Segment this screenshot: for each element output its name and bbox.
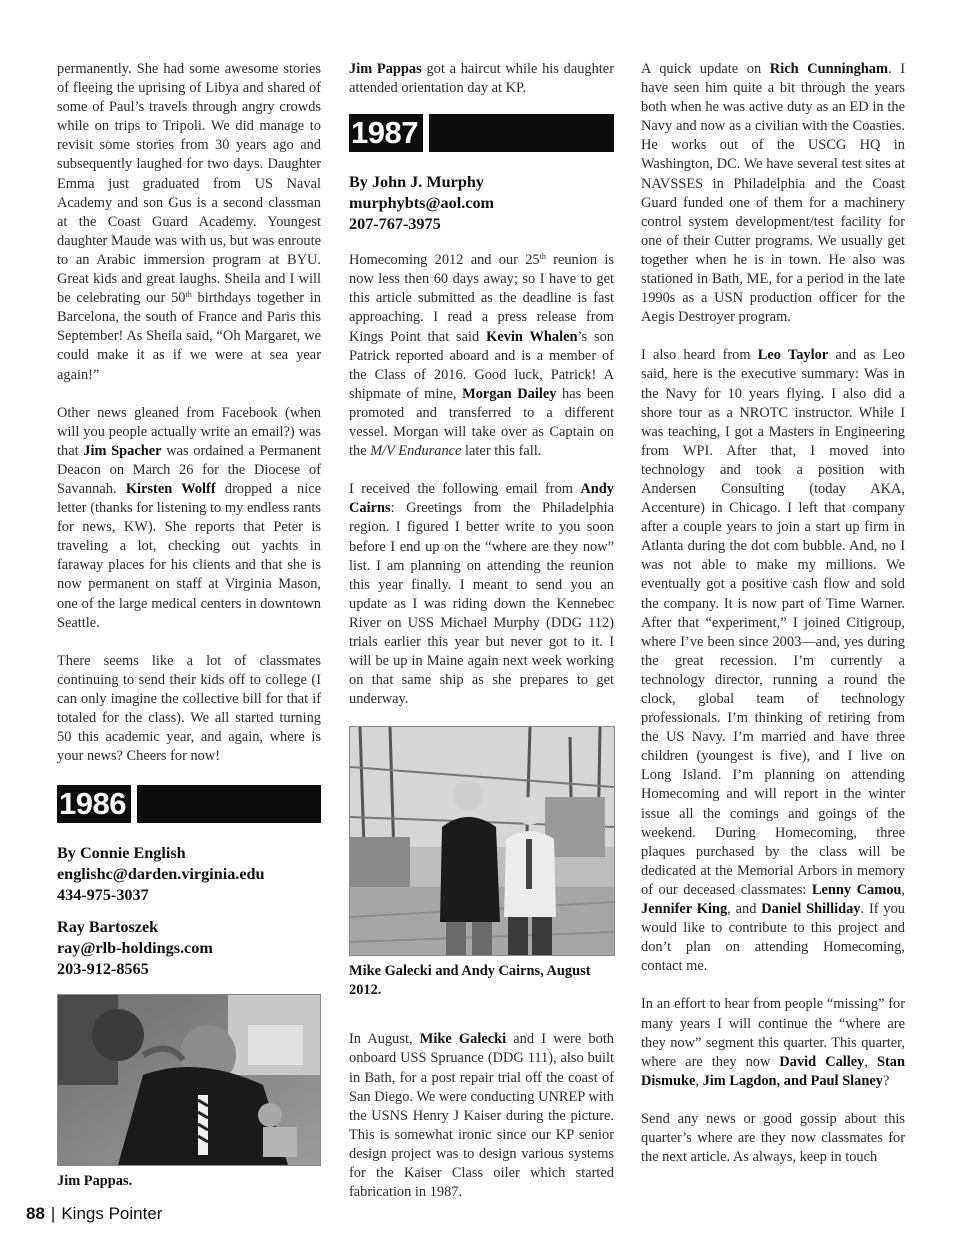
- classmate-name: Kirsten Wolff: [125, 480, 216, 497]
- ship-deck-photo-image: [350, 727, 614, 955]
- photo-barbershop: [57, 994, 321, 1166]
- reporter-email[interactable]: ray@rlb-holdings.com: [57, 939, 213, 958]
- classmate-name: David Calley: [779, 1053, 865, 1070]
- classmate-name: Leo Taylor: [757, 347, 829, 364]
- classmate-name: Kevin Whalen: [486, 328, 578, 345]
- photo-caption: Jim Pappas.: [57, 1173, 133, 1190]
- classmate-name: Morgan Dailey: [462, 385, 557, 402]
- paragraph: permanently. She had some awesome stories of fleeing the uprising of Libya and shared of some of Paul’s travels through angry crowds while on trips to Tripoli. We did manage to revisit some stories from 30 years ago and subsequently laughed for two days. Daughter Emma just graduated from US Naval Academy and son Gus is a second classman at the Coast Guard Academy. Youngest daughter Maude was with us, but was enroute to an Arabic immersion program at BYU. Great kids and great laughs. Sheila and I will be celebrating our 50th birthdays together in Barcelona, the south of France and Paris this September! As Sheila said, “Oh Margaret, we could make it as if we were at sea year again!”: [57, 61, 321, 383]
- barbershop-photo-image: [58, 995, 320, 1165]
- classmate-name: Paul Slaney: [810, 1072, 883, 1089]
- paragraph: I also heard from Leo Taylor and as Leo said, here is the executive summary: Was in the Navy for 10 years flying. I also did a shore tour as a NROTC instructor. While I was teaching, I got a Masters in Engineering from WPI. After that, I moved into technology and took a position with Andersen Consulting (today AKA, Accenture) in Chicago. I left that company after a couple years to join a start up firm in Atlanta during the dot com bubble. And, no I was not able to make my millions. We eventually got a positive cash flow and sold the company. It is now part of Time Warner. After that “experiment,” I joined Citigroup, where I’ve been since 2003—and, yes during the great recession. I’m currently a technology director, running a round the clock, global team of technology professionals. I’m thinking of retiring from the US Navy. I’m married and have three children (youngest is five), and I live on Long Island. I’m planning on attending Homecoming and will report in the winter issue all the comings and goings of the weekend. During Homecoming, three plaques purchased by the class will be dedicated at the Memorial Arbors in memory of our deceased classmates: Lenny Camou, Jennifer King, and Daniel Shilliday. If you would like to contribute to this project and don’t plan on attending Homecoming, contact me.: [641, 347, 906, 975]
- photo-caption: Mike Galecki and Andy Cairns, August 2012.: [349, 963, 591, 999]
- publication-name: Kings Pointer: [61, 1204, 163, 1223]
- paragraph: In an effort to hear from people “missing” for many years I will continue the “where are they now” segment this quarter. This quarter, where are they now David Calley, Stan Dismuke, Jim Lagdon, and Paul Slaney?: [641, 996, 905, 1089]
- class-year-header-1986: [57, 785, 321, 823]
- reporter-phone: 434-975-3037: [57, 886, 149, 905]
- paragraph: In August, Mike Galecki and I were both onboard USS Spruance (DDG 111), also built in Bath, for a post repair trial off the coast of San Diego. We were conducting UNREP with the USNS Henry J Kaiser during the picture. This is somewhat ironic since our KP senior design project was to design various systems for the Kaiser Class oiler which started fabrication in 1987.: [349, 1031, 614, 1201]
- page-footer: [26, 1204, 162, 1224]
- paragraph: Jim Pappas got a haircut while his daughter attended orientation day at KP.: [349, 61, 614, 97]
- classmate-name: Lenny Camou: [811, 881, 902, 898]
- class-year-header-1987: [349, 114, 614, 152]
- column-3: [641, 60, 905, 1186]
- classmate-name: Mike Galecki: [419, 1031, 507, 1048]
- class-reporter-contact: By John J. Murphy murphybts@aol.com 207-767-3975: [349, 172, 614, 235]
- reporter-email[interactable]: englishc@darden.virginia.edu: [57, 865, 265, 884]
- paragraph: Send any news or good gossip about this quarter’s where are they now classmates for the next article. As always, keep in touch: [641, 1110, 905, 1166]
- photo-galecki-cairns: [349, 726, 615, 956]
- paragraph: There seems like a lot of classmates continuing to send their kids off to college (I can only imagine the collective bill for that if totaled for the class). We all started turning 50 this academic year, and again, where is your news? Cheers for now!: [57, 652, 321, 765]
- classmate-name: Andy Cairns: [349, 481, 614, 517]
- reporter-phone: 207-767-3975: [349, 215, 441, 234]
- classmate-name: Jim Spacher: [83, 442, 162, 459]
- classmate-name: Jim Lagdon: [702, 1072, 777, 1089]
- column-2: [349, 60, 614, 1221]
- vessel-name: M/V Endurance: [370, 443, 462, 460]
- paragraph: A quick update on Rich Cunningham. I have seen him quite a bit through the years both when he was active duty as an ED in the Navy and now as a civilian with the Coasties. He works out of the USCG HQ in Washington, DC. We have several test sites at NAVSSES in Philadelphia and the Coast Guard funded one of them for a machinery control system development/test facility for one of their Cutter programs. We usually get together when he is in town. He also was stationed in Bath, ME, for a period in the late 1990s as a USN production officer for the Aegis Destroyer program.: [641, 61, 905, 326]
- class-reporter-contact: Ray Bartoszek ray@rlb-holdings.com 203-912-8565: [57, 917, 321, 980]
- classmate-name: Daniel Shilliday: [761, 901, 861, 918]
- reporter-phone: 203-912-8565: [57, 960, 149, 979]
- classmate-name: Stan Dismuke: [641, 1053, 905, 1089]
- class-year-label: 1986: [57, 785, 131, 823]
- page-number: 88: [26, 1204, 45, 1223]
- class-reporter-contact: By Connie English englishc@darden.virginia.edu 434-975-3037: [57, 843, 321, 906]
- paragraph: Other news gleaned from Facebook (when will you people actually write an email?) was that Jim Spacher was ordained a Permanent Deacon on March 26 for the Diocese of Savannah. Kirsten Wolff dropped a nice letter (thanks for listening to my endless rants for news, KW). She reports that Peter is traveling a lot, checking out yachts in faraway places for his clients and that she is now permanent on staff at Virginia Mason, one of the large medical centers in downtown Seattle.: [57, 404, 321, 631]
- classmate-name: Rich Cunningham: [769, 61, 888, 77]
- paragraph: Homecoming 2012 and our 25th reunion is now less then 60 days away; so I have to get this article submitted as the deadline is fast approaching. I read a press release from Kings Point that said Kevin Whalen’s son Patrick reported aboard and is a member of the Class of 2016. Good luck, Patrick! A shipmate of mine, Morgan Dailey has been promoted and transferred to a different vessel. Morgan will take over as Captain on the M/V Endurance later this fall.: [349, 252, 615, 460]
- paragraph: I received the following email from Andy Cairns: Greetings from the Philadelphia region. I figured I better write to you soon before I end up on the “where are they now” list. I am planning on attending the reunion this year finally. I meant to send you an update as I was riding down the Kennebec River on USS Michael Murphy (DDG 112) trials earlier this year but never got to it. I will be up in Maine again next week working on that same ship as she prepares to get underway.: [349, 481, 614, 708]
- footer-separator: |: [50, 1204, 56, 1223]
- class-year-label: 1987: [349, 114, 423, 152]
- column-1: [57, 60, 321, 1191]
- reporter-email[interactable]: murphybts@aol.com: [349, 194, 495, 213]
- classmate-name: Jennifer King: [641, 901, 728, 918]
- classmate-name: Jim Pappas: [349, 61, 422, 77]
